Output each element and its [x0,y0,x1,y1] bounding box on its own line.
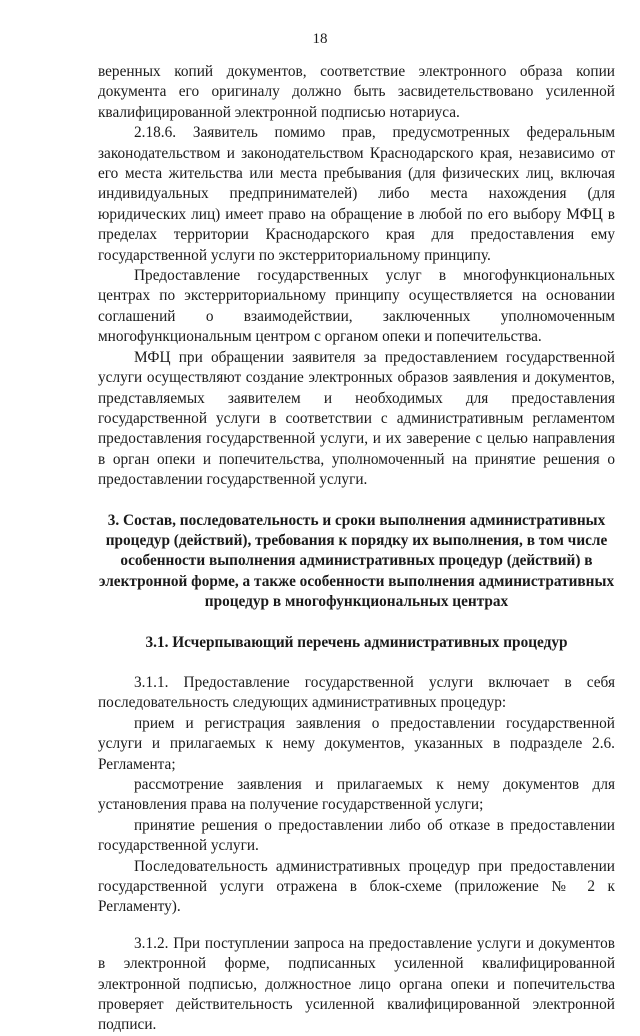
list-item: рассмотрение заявления и прилагаемых к нему документов для установления права на получение государственной услуги; [98,776,615,814]
paragraph: МФЦ при обращении заявителя за предоставлением государственной услуги осуществляют создание электронных образов заявления и документов, представляемых заявителем и необходимых для предоставления государственной услуги в соответствии с административным регламентом предоставления государственной услуги, и их заверение с целью направления в орган опеки и попечительства, уполномоченный на принятие решения о предоставлении государственной услуги. [98,348,615,489]
paragraph: 3.1.1. Предоставление государственной услуги включает в себя последовательность следующих административных процедур: [98,673,615,712]
paragraph: 2.18.6. Заявитель помимо прав, предусмотренных федеральным законодательством и законодательством Краснодарского края, независимо от его места жительства или места пребывания (для физических лиц, включая индивидуальных предпринимателей) либо места нахождения (для юридических лиц) имеет право на обращение в любой по его выбору МФЦ в пределах территории Краснодарского края для предоставления ему государственной услуги по экстерриториальному принципу. [98,124,615,264]
list-item: прием и регистрация заявления о предоставлении государственной услуги и прилагаемых к нему документов, указанных в подразделе 2.6. Регламента; [98,714,615,773]
subsection-heading: 3.1. Исчерпывающий перечень административных процедур [145,633,568,651]
paragraph: Последовательность административных процедур при предоставлении государственной услуги отражена в блок-схеме (приложение № 2 к Регламенту). [98,857,615,916]
section-heading: 3. Состав, последовательность и сроки выполнения административных процедур (действий), требования к порядку их выполнения, в том числе особенности выполнения административных процедур (действий) в электронной форме, а также особенности выполнения административных процедур в многофункциональных центрах [98,511,615,611]
list-item: принятие решения о предоставлении либо об отказе в предоставлении государственной услуги. [98,816,615,855]
paragraph: Предоставление государственных услуг в многофункциональных центрах по экстерриториальному принципу осуществляется на основании соглашений о взаимодействии, заключенных уполномоченным многофункциональным центром с органом опеки и попечительства. [98,267,615,346]
page-content [98,62,615,1036]
paragraph: 3.1.2. При поступлении запроса на предоставление услуги и документов в электронной форме, подписанных усиленной квалифицированной электронной подписью, должностное лицо органа опеки и попечительства проверяет действительность усиленной квалифицированной электронной подписи. [98,934,615,1034]
page-number: 18 [312,31,328,47]
paragraph: веренных копий документов, соответствие электронного образа копии документа его оригиналу должно быть засвидетельствовано усиленной квалифицированной электронной подписью нотариуса. [98,63,615,121]
